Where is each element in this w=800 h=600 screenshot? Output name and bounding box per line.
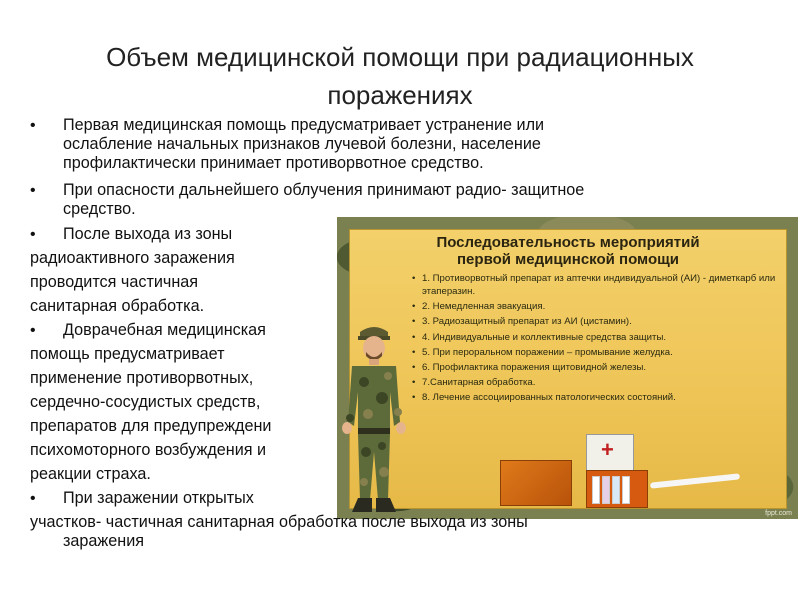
soldier-illustration	[338, 322, 410, 520]
bullet-4-line-6: психомоторного возбуждения и	[30, 441, 267, 459]
watermark: fppt.com	[765, 510, 792, 517]
bullet-3-line-4: санитарная обработка.	[30, 297, 205, 315]
bullet-1-line-3: профилактически принимает противорвотное средство.	[63, 154, 484, 172]
bullet-4-line-4: сердечно-сосудистых средств,	[30, 393, 261, 411]
first-aid-kit-photo	[500, 430, 770, 506]
bullet-5-line-3: заражения	[63, 532, 145, 550]
step-item: • 1. Противорвотный препарат из аптечки индивидуальной (АИ) - диметкарб или этаперазин.	[412, 272, 782, 298]
bullet-1-line-1: Первая медицинская помощь предусматривает устранение или	[63, 116, 545, 134]
panel-title-line-1: Последовательность мероприятий	[436, 234, 700, 251]
title-line-2: поражениях	[327, 80, 473, 110]
step-item: • 7.Санитарная обработка.	[412, 376, 782, 389]
title-line-1: Объем медицинской помощи при радиационных	[106, 42, 694, 72]
bullet-3-line-2: радиоактивного заражения	[30, 249, 235, 267]
bullet-dot: •	[30, 226, 36, 243]
bullet-5-line-1: При заражении открытых	[63, 489, 254, 507]
bullet-2-line-1: При опасности дальнейшего облучения принимают радио- защитное	[63, 181, 585, 199]
bullet-dot: •	[30, 182, 36, 199]
syringe-tube-image	[650, 473, 740, 488]
steps-list	[412, 272, 782, 407]
bullet-dot: •	[30, 490, 36, 507]
panel-title-line-2: первой медицинской помощи	[457, 251, 679, 268]
panel-title	[350, 234, 786, 268]
bullet-4-line-2: помощь предусматривает	[30, 345, 225, 363]
vial-image	[602, 476, 610, 504]
bullet-1-line-2: ослабление начальных признаков лучевой болезни, население	[63, 135, 541, 153]
step-item: • 3. Радиозащитный препарат из АИ (цистамин).	[412, 315, 782, 328]
bullet-dot: •	[30, 322, 36, 339]
step-item: • 2. Немедленная эвакуация.	[412, 300, 782, 313]
bullet-4-line-5: препаратов для предупреждени	[30, 417, 272, 435]
bullet-3-line-1: После выхода из зоны	[63, 225, 233, 243]
step-item: • 8. Лечение ассоциированных патологических состояний.	[412, 391, 782, 404]
bullet-5-line-2: участков- частичная санитарная обработка после выхода из зоны	[30, 513, 528, 531]
vial-image	[622, 476, 630, 504]
vial-image	[592, 476, 600, 504]
bullet-4-line-7: реакции страха.	[30, 465, 151, 483]
medkit-lid-image	[586, 434, 634, 472]
step-item: • 5. При пероральном поражении – промывание желудка.	[412, 346, 782, 359]
bullet-4-line-1: Доврачебная медицинская	[63, 321, 266, 339]
step-item: • 4. Индивидуальные и коллективные средства защиты.	[412, 331, 782, 344]
first-aid-steps-panel	[349, 229, 787, 509]
step-item: • 6. Профилактика поражения щитовидной железы.	[412, 361, 782, 374]
vial-image	[612, 476, 620, 504]
bullet-3-line-3: проводится частичная	[30, 273, 199, 291]
bullet-4-line-3: применение противорвотных,	[30, 369, 254, 387]
bullet-2-line-2: средство.	[63, 200, 136, 218]
slide-title	[0, 38, 800, 114]
orange-case-image	[500, 460, 572, 506]
bullet-dot: •	[30, 117, 36, 134]
